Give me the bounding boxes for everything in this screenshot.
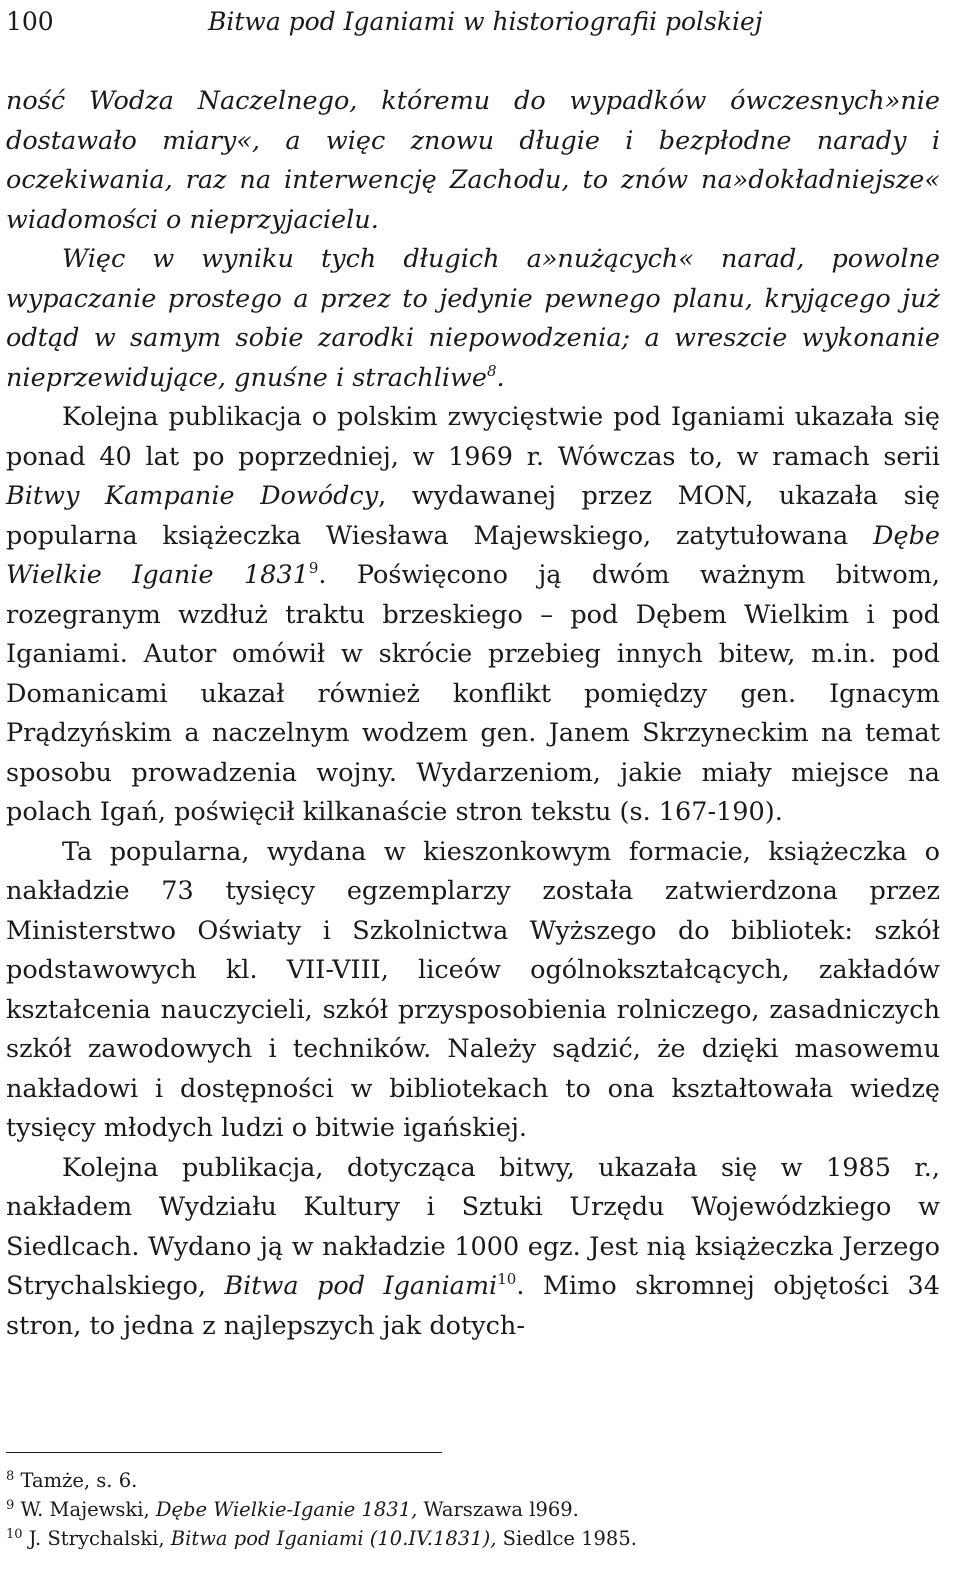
footnote-ref-9[interactable]: 9 (308, 559, 319, 577)
footnote-number: 8 (6, 1469, 15, 1484)
series-title: Bitwy Kampanie Dowódcy (6, 481, 379, 511)
paragraph-1969 (6, 398, 940, 833)
quote-paragraph-2 (6, 240, 940, 398)
paragraph-1985-text-a: Kolejna publikacja, dotycząca bitwy, ukazała się w 1985 r., nakładem Wydziału Kultury i Sztuki Urzędu Wojewódzkiego w Siedlcach. Wydano ją w nakładzie 1000 egz. Jest nią książeczka Jerzego Strychalskiego, (6, 1152, 940, 1301)
footnotes (6, 1466, 940, 1553)
footnote-ref-10[interactable]: 10 (497, 1270, 517, 1288)
quote-text-2: Więc w wyniku tych długich a»nużących« narad, powolne wypaczanie prostego a przez to jedynie pewnego planu, kryjącego już odtąd w samym sobie zarodki niepowodzenia; a wreszcie wykonanie nieprzewidujące, gnuśne i strachliwe (6, 244, 940, 393)
book-title-strychalski: Bitwa pod Iganiami (224, 1271, 498, 1301)
footnote-text: Warszawa l969. (417, 1498, 579, 1521)
footnote-ref-8[interactable]: 8 (486, 361, 497, 380)
footnote-title: Bitwa pod Iganiami (10.IV.1831), (170, 1527, 497, 1550)
footnote-8 (6, 1466, 940, 1495)
quote-tail: . (496, 362, 505, 393)
paragraph-1985 (6, 1149, 940, 1347)
body-text (6, 82, 940, 1346)
quote-paragraph-1 (6, 82, 940, 240)
paragraph-1969-text-b: , wydawanej przez MON, ukazała się popularna książeczka Wiesława Majewskiego, zatytułowana (6, 481, 941, 551)
page-header (6, 2, 940, 42)
footnote-text: J. Strychalski, (28, 1527, 171, 1550)
running-title: Bitwa pod Iganiami w historiografii polskiej (208, 7, 763, 36)
footnote-number: 9 (6, 1498, 15, 1513)
footnote-10 (6, 1524, 940, 1553)
book-title-majewski: Dębe Wielkie Iganie 1831 (6, 520, 940, 590)
footnote-text: Tamże, s. 6. (20, 1469, 138, 1492)
page-number: 100 (6, 7, 54, 36)
footnote-text: Siedlce 1985. (496, 1527, 637, 1550)
footnote-text: W. Majewski, (20, 1498, 156, 1521)
paragraph-1969-text-c: . Poświęcono ją dwóm ważnym bitwom, rozegranym wzdłuż traktu brzeskiego – pod Dębem Wielkim i pod Iganiami. Autor omówił w skrócie przebieg innych bitew, m.in. pod Domanicami ukazał również konflikt pomiędzy gen. Ignacym Prądzyńskim a naczelnym wodzem gen. Janem Skrzyneckim na temat sposobu prowadzenia wojny. Wydarzeniom, jakie miały miejsce na polach Igań, poświęcił kilkanaście stron tekstu (s. 167-190). (6, 560, 940, 827)
footnote-title: Dębe Wielkie-Iganie 1831, (155, 1498, 418, 1521)
footnote-9 (6, 1495, 940, 1524)
paragraph-1969-text-a: Kolejna publikacja o polskim zwycięstwie pod Iganiami ukazała się ponad 40 lat po poprzedniej, w 1969 r. Wówczas to, w ramach serii (6, 402, 940, 472)
quote-text-1: ność Wodza Naczelnego, któremu do wypadków ówczesnych»nie dostawało miary«, a więc znowu długie i bezpłodne narady i oczekiwania, raz na interwencję Zachodu, to znów na»dokładniejsze« wiadomości o nieprzyjacielu. (6, 86, 940, 235)
paragraph-popular-edition-text: Ta popularna, wydana w kieszonkowym formacie, książeczka o nakładzie 73 tysięcy egzemplarzy została zatwierdzona przez Ministerstwo Oświaty i Szkolnictwa Wyższego do bibliotek: szkół podstawowych kl. VII-VIII, liceów ogólnokształcących, zakładów kształcenia nauczycieli, szkół przysposobienia rolniczego, zasadniczych szkół zawodowych i techników. Należy sądzić, że dzięki masowemu nakładowi i dostępności w bibliotekach to ona kształtowała wiedzę tysięcy młodych ludzi o bitwie igańskiej. (6, 836, 940, 1143)
paragraph-popular-edition (6, 833, 940, 1149)
paragraph-1985-text-b: . Mimo skromnej objętości 34 stron, to jedna z najlepszych jak dotych- (6, 1271, 940, 1341)
footnote-number: 10 (6, 1527, 23, 1542)
footnote-separator (6, 1452, 442, 1453)
